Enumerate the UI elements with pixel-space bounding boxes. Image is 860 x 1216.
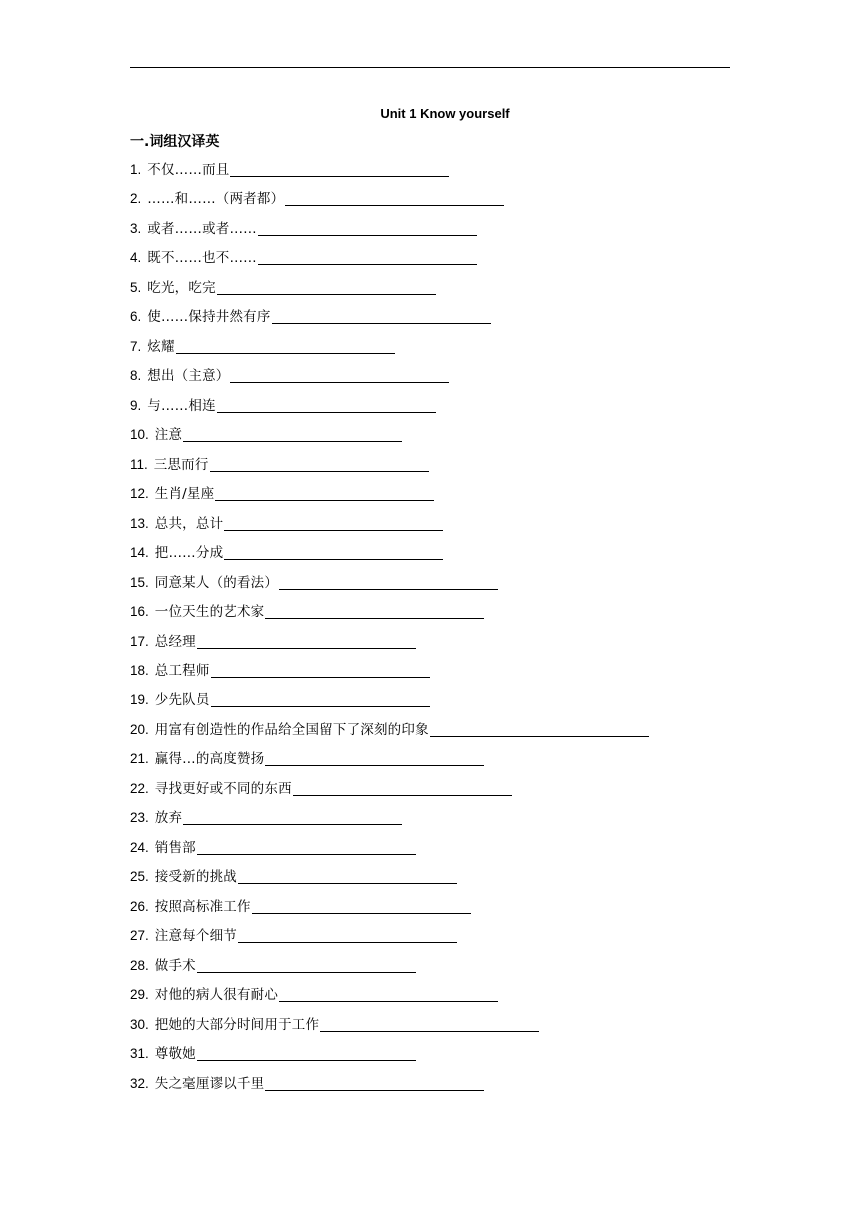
item-number: 12. — [130, 486, 149, 502]
item-number: 18. — [130, 662, 149, 678]
item-prompt: 放弃 — [154, 810, 183, 827]
answer-blank[interactable] — [210, 455, 429, 472]
exercise-item — [130, 690, 649, 719]
header-rule — [130, 67, 730, 68]
answer-blank[interactable] — [176, 337, 395, 354]
answer-blank[interactable] — [285, 189, 504, 206]
item-number: 29. — [130, 987, 149, 1003]
item-prompt: 总工程师 — [154, 662, 210, 679]
item-number: 4. — [130, 250, 142, 266]
answer-blank[interactable] — [238, 867, 457, 884]
answer-blank[interactable] — [279, 573, 498, 590]
answer-blank[interactable] — [320, 1015, 539, 1032]
item-prompt: 把……分成 — [154, 545, 224, 562]
exercise-item — [130, 425, 649, 454]
exercise-item — [130, 307, 649, 336]
item-prompt: 总共，总计 — [154, 515, 224, 532]
exercise-item — [130, 838, 649, 867]
answer-blank[interactable] — [265, 749, 484, 766]
item-prompt: 注意每个细节 — [154, 928, 237, 945]
item-number: 6. — [130, 309, 142, 325]
exercise-item — [130, 543, 649, 572]
exercise-item — [130, 189, 649, 218]
answer-blank[interactable] — [217, 396, 436, 413]
item-prompt: 尊敬她 — [154, 1046, 196, 1063]
exercise-item — [130, 396, 649, 425]
answer-blank[interactable] — [272, 307, 491, 324]
item-number: 20. — [130, 721, 149, 737]
answer-blank[interactable] — [211, 661, 430, 678]
exercise-item — [130, 1044, 649, 1073]
item-number: 1. — [130, 162, 142, 177]
item-prompt: 寻找更好或不同的东西 — [154, 780, 292, 797]
exercise-item — [130, 926, 649, 955]
item-number: 13. — [130, 515, 149, 531]
item-number: 19. — [130, 692, 149, 708]
answer-blank[interactable] — [224, 543, 443, 560]
exercise-item — [130, 749, 649, 778]
item-number: 8. — [130, 368, 142, 384]
answer-blank[interactable] — [265, 602, 484, 619]
exercise-item — [130, 219, 649, 248]
answer-blank[interactable] — [197, 956, 416, 973]
answer-blank[interactable] — [293, 779, 512, 796]
item-prompt: 三思而行 — [153, 456, 209, 473]
answer-blank[interactable] — [217, 278, 436, 295]
item-prompt: 同意某人（的看法） — [154, 574, 279, 591]
exercise-item — [130, 1074, 649, 1103]
exercise-item — [130, 602, 649, 631]
exercise-item — [130, 455, 649, 484]
answer-blank[interactable] — [230, 366, 449, 383]
item-prompt: 对他的病人很有耐心 — [154, 987, 279, 1004]
exercise-item — [130, 248, 649, 277]
answer-blank[interactable] — [211, 690, 430, 707]
item-prompt: 赢得…的高度赞扬 — [154, 751, 265, 768]
exercise-item — [130, 985, 649, 1014]
exercise-item — [130, 514, 649, 543]
item-number: 26. — [130, 898, 149, 914]
exercise-item — [130, 661, 649, 690]
item-number: 14. — [130, 545, 149, 561]
answer-blank[interactable] — [197, 1044, 416, 1061]
item-prompt: 按照高标准工作 — [154, 898, 251, 915]
answer-blank[interactable] — [230, 160, 449, 177]
item-prompt: 不仅……而且 — [147, 162, 230, 178]
item-prompt: 想出（主意） — [147, 368, 230, 385]
answer-blank[interactable] — [430, 720, 649, 737]
item-number: 3. — [130, 220, 142, 236]
item-number: 30. — [130, 1016, 149, 1032]
exercise-item — [130, 484, 649, 513]
section-heading: 一.词组汉译英 — [130, 134, 220, 150]
answer-blank[interactable] — [183, 808, 402, 825]
item-number: 28. — [130, 957, 149, 973]
item-number: 24. — [130, 839, 149, 855]
item-prompt: 接受新的挑战 — [154, 869, 237, 886]
exercise-item — [130, 160, 649, 189]
item-number: 16. — [130, 604, 149, 620]
exercise-item — [130, 278, 649, 307]
item-prompt: 既不……也不…… — [147, 250, 257, 267]
item-prompt: 用富有创造性的作品给全国留下了深刻的印象 — [154, 721, 429, 738]
item-prompt: 生肖/星座 — [154, 486, 215, 503]
exercise-item — [130, 366, 649, 395]
item-number: 17. — [130, 633, 149, 649]
item-prompt: 使……保持井然有序 — [147, 309, 271, 326]
item-number: 21. — [130, 751, 149, 767]
exercise-item — [130, 632, 649, 661]
answer-blank[interactable] — [265, 1074, 484, 1091]
item-number: 11. — [130, 456, 148, 472]
answer-blank[interactable] — [215, 484, 434, 501]
item-number: 15. — [130, 574, 149, 590]
item-prompt: 把她的大部分时间用于工作 — [154, 1016, 320, 1033]
item-prompt: 炫耀 — [147, 338, 175, 355]
item-prompt: 总经理 — [154, 633, 196, 650]
item-number: 27. — [130, 928, 149, 944]
item-prompt: 吃光，吃完 — [147, 279, 216, 296]
exercise-list — [130, 160, 649, 1103]
item-number: 2. — [130, 191, 142, 207]
exercise-item — [130, 808, 649, 837]
answer-blank[interactable] — [238, 926, 457, 943]
exercise-item — [130, 1015, 649, 1044]
item-prompt: 注意 — [154, 427, 183, 444]
item-number: 10. — [130, 427, 149, 443]
exercise-item — [130, 779, 649, 808]
item-prompt: 一位天生的艺术家 — [154, 604, 265, 621]
item-prompt: 失之毫厘谬以千里 — [154, 1075, 265, 1092]
item-prompt: 或者……或者…… — [147, 220, 257, 237]
item-prompt: ……和……（两者都） — [147, 191, 285, 208]
answer-blank[interactable] — [197, 838, 416, 855]
item-number: 31. — [130, 1046, 149, 1062]
item-prompt: 少先队员 — [154, 692, 210, 709]
exercise-item — [130, 867, 649, 896]
document-title: Unit 1 Know yourself — [380, 106, 510, 121]
item-number: 23. — [130, 810, 149, 826]
exercise-item — [130, 337, 649, 366]
answer-blank[interactable] — [197, 632, 416, 649]
answer-blank[interactable] — [252, 897, 471, 914]
item-prompt: 做手术 — [154, 957, 196, 974]
exercise-item — [130, 720, 649, 749]
item-number: 22. — [130, 780, 149, 796]
item-prompt: 与……相连 — [147, 397, 216, 414]
answer-blank[interactable] — [279, 985, 498, 1002]
item-number: 9. — [130, 397, 142, 413]
exercise-item — [130, 897, 649, 926]
item-number: 25. — [130, 869, 149, 885]
answer-blank[interactable] — [224, 514, 443, 531]
item-number: 5. — [130, 279, 142, 295]
item-prompt: 销售部 — [154, 839, 196, 856]
answer-blank[interactable] — [258, 248, 477, 265]
item-number: 32. — [130, 1075, 149, 1091]
exercise-item — [130, 956, 649, 985]
exercise-item — [130, 573, 649, 602]
answer-blank[interactable] — [183, 425, 402, 442]
item-number: 7. — [130, 338, 142, 354]
answer-blank[interactable] — [258, 219, 477, 236]
